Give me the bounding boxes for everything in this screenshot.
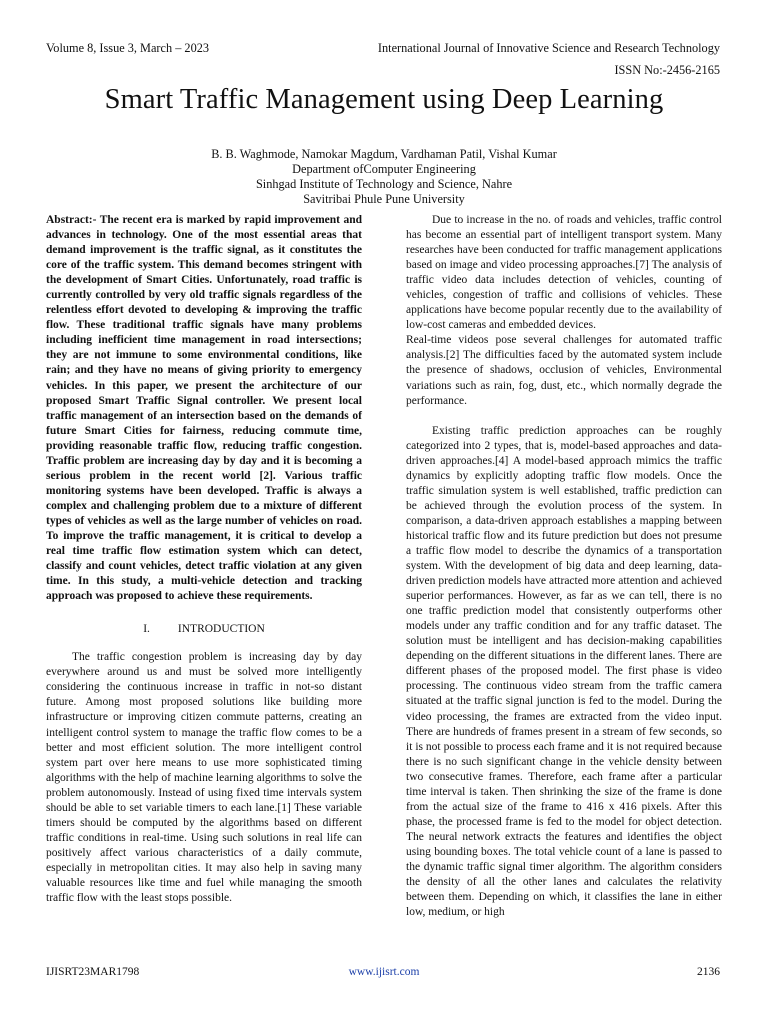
introduction-paragraph: The traffic congestion problem is increasing day by day everywhere around us and must be solved more intelligently considering the continuous increase in traffic in not-so distant future. Among most proposed solutions like building more infrastructure or improving citizen commute patterns, creating an intelligent control system to manage the traffic flow comes to be a better and most efficient solution. The more intelligent control system part over here means to use more sophisticated timing algorithms with the help of machine learning algorithms to solve the problem autonomously. Instead of using fixed time intervals system should be able to set variable timers to each lane.[1] These variable timers should be computed by the algorithms based on different traffic conditions in real-time. Using such solutions in real life can positively affect various characteristics of a daily commute, especially in metropolitan cities. It may also help in saving many valuable resources like time and fuel while managing the smooth traffic flow with the least stops possible. — [46, 651, 362, 905]
section-heading — [46, 622, 362, 637]
body-paragraph-2: Real-time videos pose several challenges for automated traffic analysis.[2] The difficulties faced by the automated system include the presence of shadows, occlusion of vehicles, Environmental variations such as rain, fog, dust, etc., which normally degrade the performance. — [406, 334, 722, 407]
issn-label: ISSN No:-2456-2165 — [614, 63, 720, 77]
section-number: I. — [143, 623, 150, 636]
left-column — [46, 213, 362, 906]
footer-website-link[interactable]: www.ijisrt.com — [348, 966, 420, 978]
right-column — [406, 213, 722, 920]
paragraph-spacer — [406, 409, 722, 424]
author-block — [0, 147, 768, 207]
author-university: Savitribai Phule Pune University — [303, 192, 465, 206]
paper-title: Smart Traffic Management using Deep Learning — [104, 84, 664, 115]
abstract-paragraph: Abstract:- The recent era is marked by rapid improvement and advances in technology. One of the most essential areas that demand improvement is the traffic signal, as it constitutes the core of the traffic system. This demand becomes stringent with the development of Smart Cities. Unfortunately, road traffic is currently controlled by very old traffic signals regardless of the relentless effort devoted to developing & improving the traffic flow. These traditional traffic signals have many problems including inefficient time management in road intersections; they are not immune to some environmental conditions, like rain; and they have no means of giving priority to emergency vehicles. In this paper, we present the architecture of our proposed Smart Traffic Signal controller. We present local traffic management of an intersection based on the demands of future Smart Cities for fairness, reducing commute time, providing reasonable traffic flow, reducing traffic congestion. Traffic problem are increasing day by day and it is becoming a serious problem in the recent world [2]. Various traffic monitoring systems have been developed. Traffic is always a complex and challenging problem due to a mixture of different types of vehicles as well as the large number of vehicles on road. To improve the traffic management, it is critical to develop a real time traffic flow estimation system which can detect, classify and count vehicles, detect traffic violation at any given time. In this study, a multi-vehicle detection and tracking approach was proposed to achieve these requirements. — [46, 214, 362, 603]
author-department: Department ofComputer Engineering — [292, 162, 476, 176]
author-names: B. B. Waghmode, Namokar Magdum, Vardhaman Patil, Vishal Kumar — [211, 147, 557, 161]
body-paragraph-1: Due to increase in the no. of roads and vehicles, traffic control has become an essential part of intelligent transport system. Many researches have been conducted for traffic management applications based on image and video processing approaches.[7] The analysis of traffic video data includes detection of vehicles, counting of vehicles, congestion of traffic and collisions of vehicles. These applications have become popular recently due to the availability of low-cost cameras and embedded devices. — [406, 214, 722, 332]
section-title: INTRODUCTION — [177, 623, 265, 636]
footer-paper-id: IJISRT23MAR1798 — [46, 966, 140, 978]
volume-issue-header: Volume 8, Issue 3, March – 2023 — [46, 41, 210, 55]
footer-page-number: 2136 — [697, 966, 720, 978]
body-paragraph-3: Existing traffic prediction approaches can be roughly categorized into 2 types, that is, model-based approaches and data-driven approaches.[4] A model-based approach mimics the traffic dynamics by explicitly adopting traffic flow models. Once the traffic simulation system is well established, traffic prediction can be achieved through the evolution process of the system. In comparison, a data-driven approach establishes a mapping between historical traffic flow and its future prediction but does not presume a traffic flow model to describe the dynamics of a transportation system. With the development of big data and deep learning, data-driven prediction models have attracted more attention and achieved superior performances. However, as far as we can tell, there is no one traffic prediction model that consistently outperforms other models under any traffic condition and for any traffic dataset. The solution must be intelligent and has decision-making capabilities depending on the different situations in the different lanes. There are different phases of the proposed model. The first phase is video processing. The continuous video stream from the traffic camera situated at the traffic signal junction is fed to the model. During the video processing, the frames are extracted from the video input. There are hundreds of frames present in a stream of few seconds, so it is not possible to process each frame and it is not required because there is no such significant change in the vehicle density between two consecutive frames. Therefore, each frame after a particular time interval is taken. Then shrinking the size of the frame is done from the actual size of the frame to 416 x 416 pixels. After this phase, the processed frame is fed to the model for object detection. The neural network extracts the features and identifies the object using bounding boxes. The total vehicle count of a lane is passed to the dynamic traffic signal timer algorithm. The algorithm considers the density of all the other lanes and calculates the relativity between them. Depending on which, it classifies the lane in either low, medium, or high — [406, 424, 722, 919]
author-institute: Sinhgad Institute of Technology and Science, Nahre — [255, 177, 513, 191]
journal-name-header: International Journal of Innovative Science and Research Technology — [377, 41, 720, 55]
